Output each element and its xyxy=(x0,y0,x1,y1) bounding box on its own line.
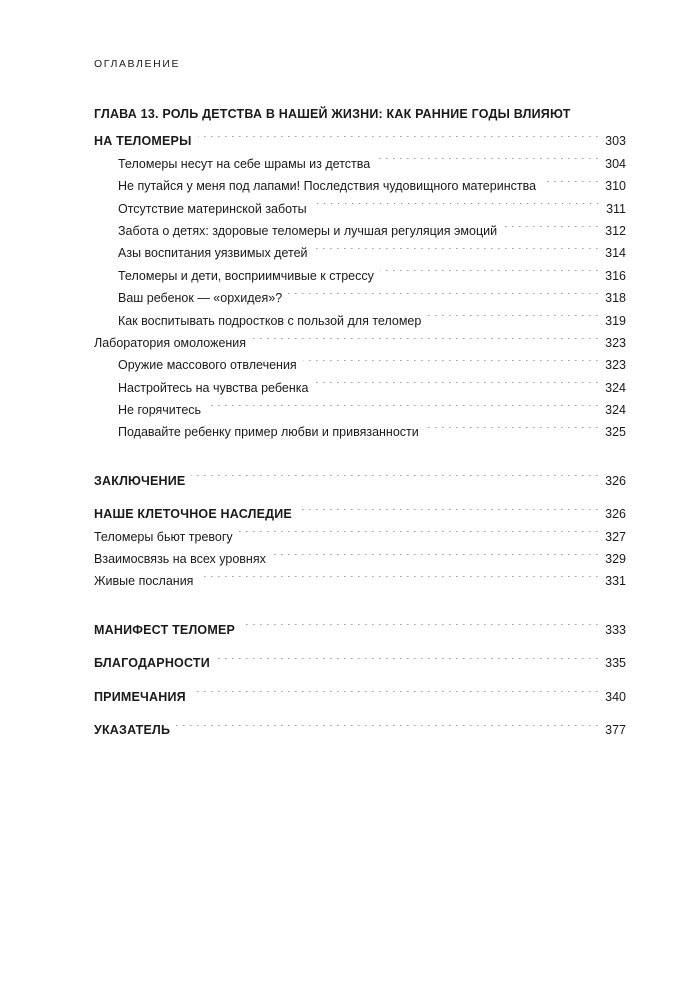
dot-leader xyxy=(199,563,599,585)
page-number: 319 xyxy=(605,313,626,328)
dot-leader xyxy=(288,280,599,302)
page-number: 333 xyxy=(605,622,626,637)
page-number: 331 xyxy=(605,574,626,589)
toc-heritage[interactable] xyxy=(94,496,626,522)
dot-leader xyxy=(198,123,600,145)
toc-index[interactable] xyxy=(94,712,626,737)
page-number: 323 xyxy=(605,335,626,350)
dot-leader xyxy=(176,712,599,734)
page-number: 325 xyxy=(605,425,626,440)
page-number: 323 xyxy=(605,358,626,373)
page-number: 316 xyxy=(605,268,626,283)
toc-item-title: Оружие массового отвлечения xyxy=(118,358,297,373)
dot-leader xyxy=(216,645,599,667)
dot-leader xyxy=(298,496,599,518)
toc-item-title: Азы воспитания уязвимых детей xyxy=(118,246,308,261)
toc-item-title: Лаборатория омоложения xyxy=(94,335,247,350)
chapter-13-title-line2: НА ТЕЛОМЕРЫ xyxy=(94,134,192,149)
page-number: 310 xyxy=(605,179,626,194)
toc-item-title: Взаимосвязь на всех уровнях xyxy=(94,552,266,567)
toc-item-title: Как воспитывать подростков с пользой для теломер xyxy=(118,313,422,328)
dot-leader xyxy=(427,302,599,324)
page-number: 318 xyxy=(605,291,626,306)
toc-item-title: ПРИМЕЧАНИЯ xyxy=(94,689,186,704)
page-number: 329 xyxy=(605,552,626,567)
dot-leader xyxy=(252,325,599,347)
dot-leader xyxy=(239,518,599,540)
toc-item-title: МАНИФЕСТ ТЕЛОМЕР xyxy=(94,622,236,637)
dot-leader xyxy=(425,414,599,436)
toc-thanks[interactable] xyxy=(94,645,626,671)
toc-item-title: Ваш ребенок — «орхидея»? xyxy=(118,291,283,306)
toc-manifesto[interactable] xyxy=(94,611,626,637)
toc-item-title: Отсутствие материнской заботы xyxy=(118,201,307,216)
toc-item-title: ЗАКЛЮЧЕНИЕ xyxy=(94,473,186,488)
toc-conclusion[interactable] xyxy=(94,462,626,488)
dot-leader xyxy=(313,190,601,212)
page-number: 335 xyxy=(605,656,626,671)
dot-leader xyxy=(542,168,599,190)
toc-item-title: НАШЕ КЛЕТОЧНОЕ НАСЛЕДИЕ xyxy=(94,507,292,522)
page-number: 327 xyxy=(605,529,626,544)
toc-item-title: Теломеры бьют тревогу xyxy=(94,529,233,544)
dot-leader xyxy=(272,541,599,563)
dot-leader xyxy=(191,462,599,484)
dot-leader xyxy=(380,257,599,279)
running-head: ОГЛАВЛЕНИЕ xyxy=(94,58,181,70)
page-number: 340 xyxy=(605,689,626,704)
dot-leader xyxy=(207,392,599,414)
toc-item-title: Не горячитесь xyxy=(118,403,202,418)
dot-leader xyxy=(241,611,599,633)
toc-item-title: УКАЗАТЕЛЬ xyxy=(94,722,171,737)
page-number: 314 xyxy=(605,246,626,261)
chapter-13-title-line1: ГЛАВА 13. РОЛЬ ДЕТСТВА В НАШЕЙ ЖИЗНИ: КАК РАННИЕ ГОДЫ ВЛИЯЮТ xyxy=(94,107,571,121)
dot-leader xyxy=(303,347,599,369)
toc-item-title: Забота о детях: здоровые теломеры и лучшая регуляция эмоций xyxy=(118,223,498,238)
toc-notes[interactable] xyxy=(94,678,626,704)
page-number: 377 xyxy=(605,722,626,737)
dot-leader xyxy=(376,145,599,167)
dot-leader xyxy=(192,678,599,700)
page-number: 326 xyxy=(605,473,626,488)
page-number: 304 xyxy=(605,156,626,171)
dot-leader xyxy=(503,213,599,235)
toc-item-title: Подавайте ребенку пример любви и привязанности xyxy=(118,425,419,440)
dot-leader xyxy=(314,369,599,391)
toc-item-title: Не путайся у меня под лапами! Последствия чудовищного материнства xyxy=(118,179,537,194)
dot-leader xyxy=(314,235,600,257)
page-number: 324 xyxy=(605,403,626,418)
toc-item-title: Теломеры и дети, восприимчивые к стрессу xyxy=(118,268,374,283)
chapter-13-entry[interactable] xyxy=(94,123,626,149)
toc-item-title: Живые послания xyxy=(94,574,194,589)
page-number: 324 xyxy=(605,380,626,395)
page-number: 326 xyxy=(605,507,626,522)
toc-item-title: Теломеры несут на себе шрамы из детства xyxy=(118,156,371,171)
page-number: 312 xyxy=(605,223,626,238)
page-number: 311 xyxy=(606,201,626,216)
toc-item-title: БЛАГОДАРНОСТИ xyxy=(94,656,210,671)
page-number: 303 xyxy=(605,134,626,149)
toc-item-title: Настройтесь на чувства ребенка xyxy=(118,380,309,395)
table-of-contents xyxy=(94,106,626,737)
